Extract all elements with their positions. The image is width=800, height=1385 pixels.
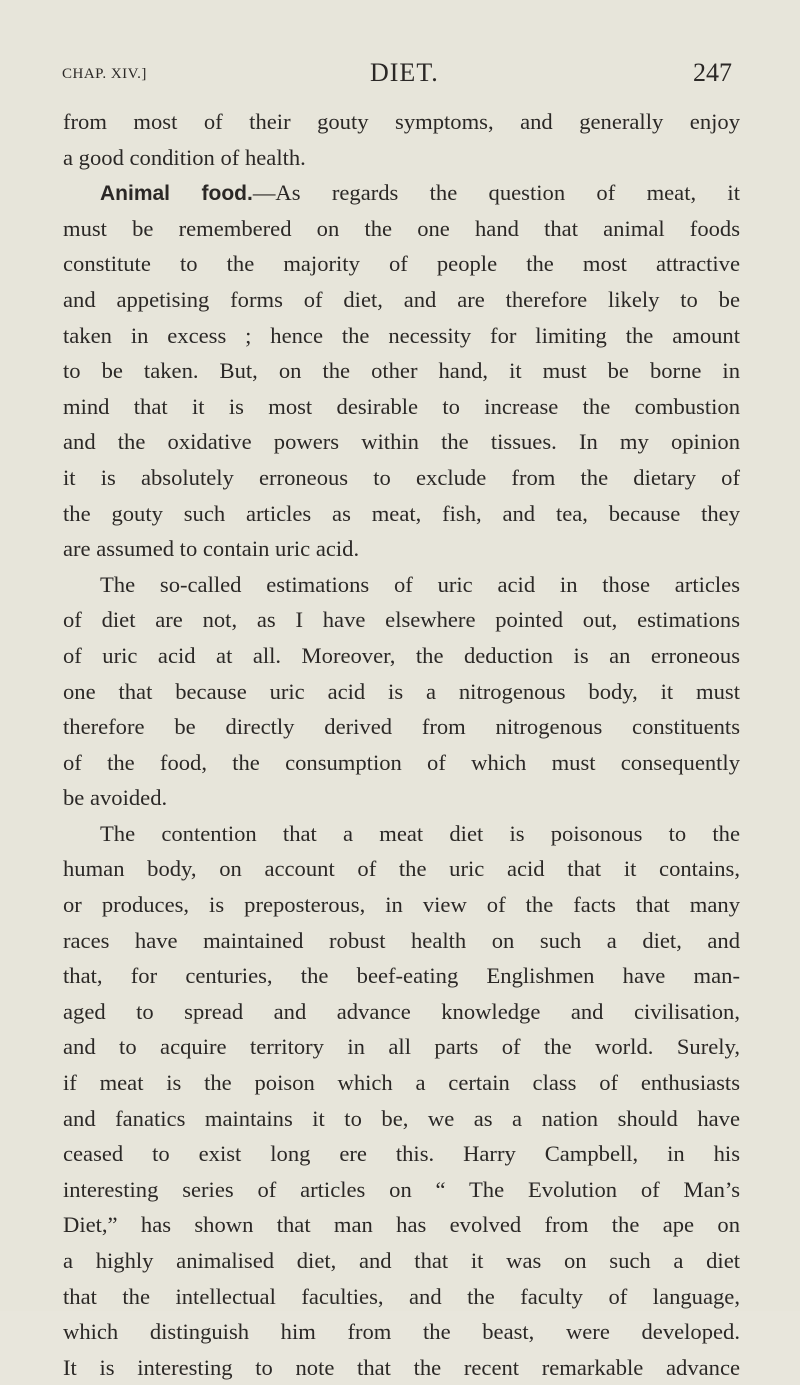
text-line-2: a good condition of health. — [63, 144, 306, 170]
text-line-35: which distinguish him from the beast, were developed. — [63, 1319, 740, 1345]
text-line-1: from most of their gouty symptoms, and generally enjoy — [63, 109, 740, 134]
text-line-22: human body, on account of the uric acid that it contains, — [63, 856, 740, 882]
text-line-19: of the food, the consumption of which must consequently — [63, 749, 740, 775]
text-line-34: that the intellectual faculties, and the faculty of language, — [63, 1283, 740, 1309]
text-line-5: constitute to the majority of people the most attractive — [63, 251, 740, 277]
text-line-12: the gouty such articles as meat, fish, and tea, because they — [63, 500, 740, 526]
text-line-16: of uric acid at all. Moreover, the deduction is an erroneous — [63, 642, 740, 668]
text-line-25: that, for centuries, the beef-eating Englishmen have man- — [63, 963, 740, 989]
text-line-28: if meat is the poison which a certain class of enthusiasts — [63, 1070, 740, 1096]
text-line-3 — [63, 175, 740, 211]
text-line-7: taken in excess ; hence the necessity for limiting the amount — [63, 322, 740, 348]
text-line-4: must be remembered on the one hand that animal foods — [63, 215, 740, 241]
running-head — [58, 58, 732, 98]
text-line-31: interesting series of articles on “ The Evolution of Man’s — [63, 1176, 740, 1202]
section-heading-animal-food: Animal food. — [100, 182, 253, 206]
text-line-6: and appetising forms of diet, and are therefore likely to be — [63, 286, 740, 312]
text-line-11: it is absolutely erroneous to exclude from the dietary of — [63, 464, 740, 490]
text-line-3-rest: —As regards the question of meat, it — [252, 180, 740, 206]
text-line-13: are assumed to contain uric acid. — [63, 536, 360, 562]
text-line-21: The contention that a meat diet is poisonous to the — [100, 820, 740, 846]
text-line-15: of diet are not, as I have elsewhere pointed out, estimations — [63, 607, 740, 633]
text-line-9: mind that it is most desirable to increase the combustion — [63, 393, 740, 419]
chapter-label: CHAP. XIV.] — [62, 66, 147, 82]
page-number: 247 — [693, 58, 732, 87]
text-line-8: to be taken. But, on the other hand, it must be borne in — [63, 358, 740, 384]
text-line-10: and the oxidative powers within the tissues. In my opinion — [63, 429, 740, 455]
text-line-18: therefore be directly derived from nitrogenous constituents — [63, 714, 740, 740]
text-line-29: and fanatics maintains it to be, we as a nation should have — [63, 1105, 740, 1131]
text-line-27: and to acquire territory in all parts of the world. Surely, — [63, 1034, 740, 1060]
text-line-33: a highly animalised diet, and that it was on such a diet — [63, 1248, 740, 1273]
text-line-30: ceased to exist long ere this. Harry Campbell, in his — [63, 1141, 740, 1167]
text-line-24: races have maintained robust health on such a diet, and — [63, 927, 740, 953]
body-text — [63, 104, 740, 1385]
text-line-23: or produces, is preposterous, in view of the facts that many — [63, 892, 740, 918]
text-line-36: It is interesting to note that the recent remarkable advance — [63, 1354, 740, 1380]
text-line-26: aged to spread and advance knowledge and civilisation, — [63, 998, 740, 1024]
text-line-32: Diet,” has shown that man has evolved from the ape on — [63, 1212, 740, 1238]
text-line-20: be avoided. — [63, 785, 168, 811]
text-line-14: The so-called estimations of uric acid in those articles — [100, 571, 740, 597]
text-line-17: one that because uric acid is a nitrogenous body, it must — [63, 678, 740, 704]
page-title: DIET. — [370, 58, 439, 87]
